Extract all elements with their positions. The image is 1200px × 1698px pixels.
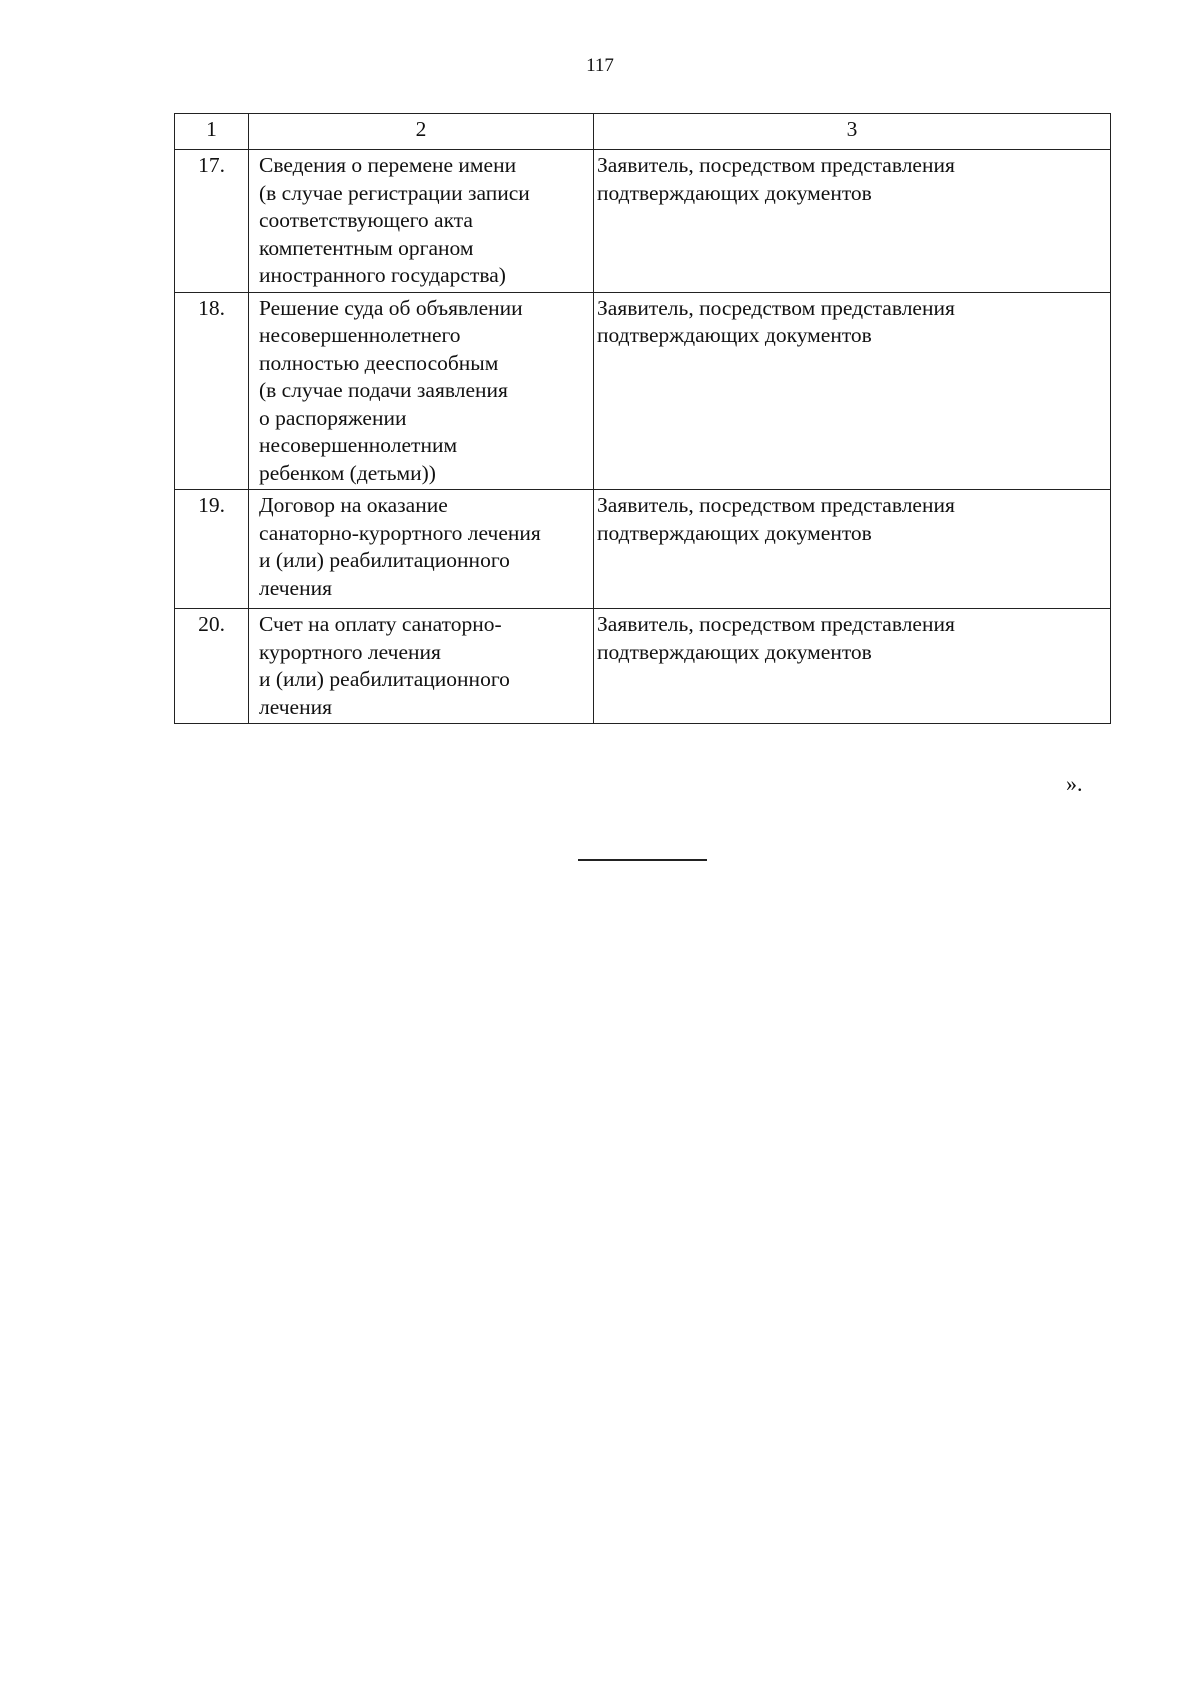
- row-number: 17.: [175, 150, 249, 293]
- closing-quote-mark: ».: [1066, 771, 1083, 796]
- row-number: 20.: [175, 609, 249, 724]
- table-row: [175, 490, 1111, 609]
- table-row: [175, 150, 1111, 293]
- document-name: Счет на оплату санаторно- курортного лечения и (или) реабилитационного лечения: [249, 609, 594, 724]
- row-number: 18.: [175, 292, 249, 490]
- table-row: [175, 292, 1111, 490]
- documents-table: [174, 113, 1111, 724]
- document-source: Заявитель, посредством представления подтверждающих документов: [594, 490, 1111, 609]
- document-source: Заявитель, посредством представления подтверждающих документов: [594, 292, 1111, 490]
- table-row: [175, 609, 1111, 724]
- table-header-row: [175, 114, 1111, 150]
- document-source: Заявитель, посредством представления подтверждающих документов: [594, 609, 1111, 724]
- end-separator-line: [578, 859, 707, 861]
- row-number: 19.: [175, 490, 249, 609]
- page-number: 117: [586, 55, 614, 76]
- column-header-2: 2: [249, 114, 594, 150]
- document-source: Заявитель, посредством представления подтверждающих документов: [594, 150, 1111, 293]
- column-header-3: 3: [594, 114, 1111, 150]
- document-name: Решение суда об объявлении несовершеннолетнего полностью дееспособным (в случае подачи заявления о распоряжении несовершеннолетним ребенком (детьми)): [249, 292, 594, 490]
- column-header-1: 1: [175, 114, 249, 150]
- document-name: Сведения о перемене имени (в случае регистрации записи соответствующего акта компетентным органом иностранного государства): [249, 150, 594, 293]
- document-name: Договор на оказание санаторно-курортного лечения и (или) реабилитационного лечения: [249, 490, 594, 609]
